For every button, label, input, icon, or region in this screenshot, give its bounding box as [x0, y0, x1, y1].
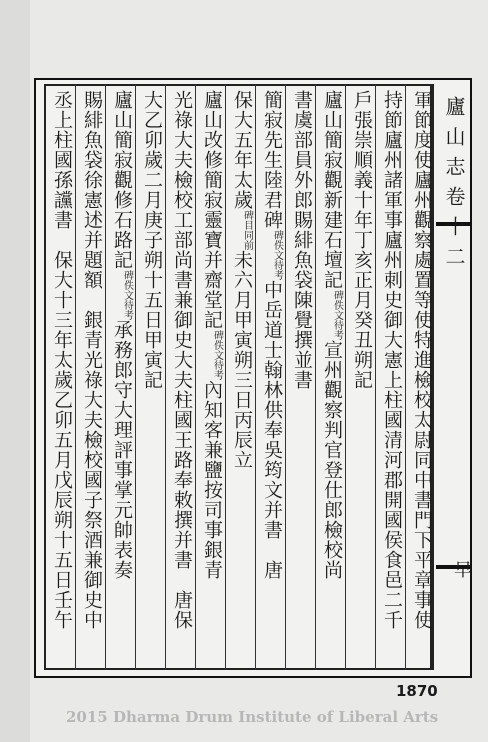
column-rule	[285, 84, 286, 670]
text-column-10: 大乙卯歲二月庚子朔十五日甲寅記	[141, 90, 163, 390]
column-rule	[345, 84, 346, 670]
text-column-8: 廬山改修簡寂靈寶并齋堂記碑佚文待考內知客兼鹽按司事銀青	[201, 90, 223, 580]
inline-note: 碑佚文待考	[331, 290, 343, 340]
text-column-3: 戶張崇順義十年丁亥正月癸丑朔記	[351, 90, 373, 390]
column-rule	[195, 84, 196, 670]
page-number: 1870	[396, 682, 438, 700]
text-column-13: 丞上柱國孫讜書 保大十三年太歲乙卯五月戊辰朔十五日壬午	[51, 90, 73, 630]
inline-note: 碑目同前	[241, 210, 253, 250]
text-column-9: 光祿大夫檢校工部尚書兼御史大夫柱國王路奉敕撰并書 唐保	[171, 90, 193, 630]
column-rule	[165, 84, 166, 670]
book-title: 廬山志卷十二	[442, 96, 466, 276]
column-rule	[255, 84, 256, 670]
text-column-12: 賜緋魚袋徐憲述并題額 銀青光祿大夫檢校國子祭酒兼御史中	[81, 90, 103, 630]
column-rule	[315, 84, 316, 670]
text-column-2: 持節廬州諸軍事廬州刺史御大憲上柱國清河郡開國侯食邑二千	[381, 90, 403, 630]
text-column-11: 廬山簡寂觀修石路記碑佚文待考承務郎守大理評事掌元帥表奏	[111, 90, 133, 580]
text-column-5: 書虞部員外郎賜緋魚袋陳覺撰並書	[291, 90, 313, 390]
column-rule	[135, 84, 136, 670]
text-column-4: 廬山簡寂觀新建石壇記碑佚文待考宣州觀察判官登仕郎檢校尚	[321, 90, 343, 580]
column-rule	[405, 84, 406, 670]
watermark: 2015 Dharma Drum Institute of Liberal Arts	[66, 708, 439, 726]
page-gutter	[0, 0, 30, 742]
inline-note: 碑佚文待考	[121, 270, 133, 320]
column-rule	[375, 84, 376, 670]
text-column-6: 簡寂先生陸君碑碑佚文待考中岳道士翰林供奉吳筠文并書 唐	[261, 90, 283, 580]
column-rule	[225, 84, 226, 670]
text-column-7: 保大五年太歲碑目同前未六月甲寅朔三日丙辰立	[231, 90, 253, 470]
column-rule	[105, 84, 106, 670]
inline-note: 碑佚文待考	[211, 330, 223, 380]
column-rule	[75, 84, 76, 670]
leaf-mark: 早	[451, 560, 472, 578]
inline-note: 碑佚文待考	[271, 230, 283, 280]
text-column-1: 軍節度使廬州觀察處置等使特進檢校太尉同中書門下平章事使	[411, 90, 433, 630]
